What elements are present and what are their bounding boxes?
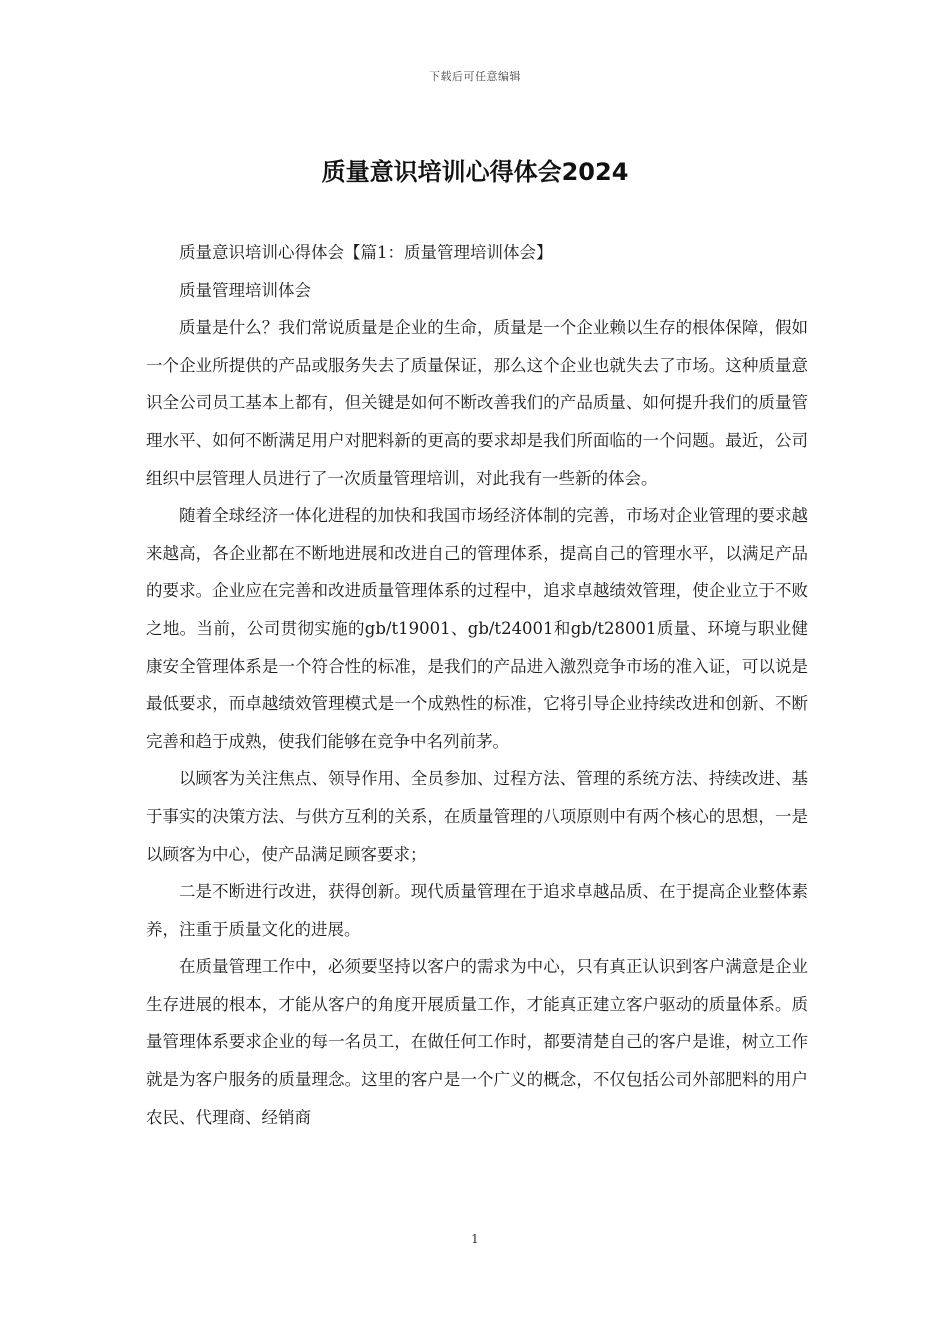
document-body bbox=[146, 234, 808, 1136]
body-paragraph: 以顾客为关注焦点、领导作用、全员参加、过程方法、管理的系统方法、持续改进、基于事实的决策方法、与供方互利的关系，在质量管理的八项原则中有两个核心的思想，一是以顾客为中心，使产品满足顾客要求； bbox=[146, 769, 808, 864]
page-number: 1 bbox=[471, 1232, 479, 1246]
body-paragraph: 二是不断进行改进，获得创新。现代质量管理在于追求卓越品质、在于提高企业整体素养，注重于质量文化的进展。 bbox=[146, 882, 808, 939]
section-heading: 质量意识培训心得体会【篇1：质量管理培训体会】 bbox=[179, 243, 553, 262]
document-title: 质量意识培训心得体会2024 bbox=[321, 158, 629, 186]
subheading: 质量管理培训体会 bbox=[179, 280, 311, 300]
body-paragraph: 随着全球经济一体化进程的加快和我国市场经济体制的完善，市场对企业管理的要求越来越高，各企业都在不断地进展和改进自己的管理体系，提高自己的管理水平，以满足产品的要求。企业应在完善和改进质量管理体系的过程中，追求卓越绩效管理，使企业立于不败之地。当前，公司贯彻实施的gb/t19001、gb/t24001和gb/t28001质量、环境与职业健康安全管理体系是一个符合性的标准，是我们的产品进入激烈竞争市场的准入证，可以说是最低要求，而卓越绩效管理模式是一个成熟性的标准，它将引导企业持续改进和创新、不断完善和趋于成熟，使我们能够在竞争中名列前茅。 bbox=[146, 506, 808, 751]
body-paragraph: 在质量管理工作中，必须要坚持以客户的需求为中心，只有真正认识到客户满意是企业生存进展的根本，才能从客户的角度开展质量工作，才能真正建立客户驱动的质量体系。质量管理体系要求企业的每一名员工，在做任何工作时，都要清楚自己的客户是谁，树立工作就是为客户服务的质量理念。这里的客户是一个广义的概念，不仅包括公司外部肥料的用户农民、代理商、经销商 bbox=[146, 957, 808, 1127]
body-paragraph: 质量是什么？我们常说质量是企业的生命，质量是一个企业赖以生存的根体保障，假如一个企业所提供的产品或服务失去了质量保证，那么这个企业也就失去了市场。这种质量意识全公司员工基本上都有，但关键是如何不断改善我们的产品质量、如何提升我们的质量管理水平、如何不断满足用户对肥料新的更高的要求却是我们所面临的一个问题。最近，公司组织中层管理人员进行了一次质量管理培训，对此我有一些新的体会。 bbox=[146, 318, 808, 488]
page-header: 下载后可任意编辑 bbox=[429, 70, 521, 83]
